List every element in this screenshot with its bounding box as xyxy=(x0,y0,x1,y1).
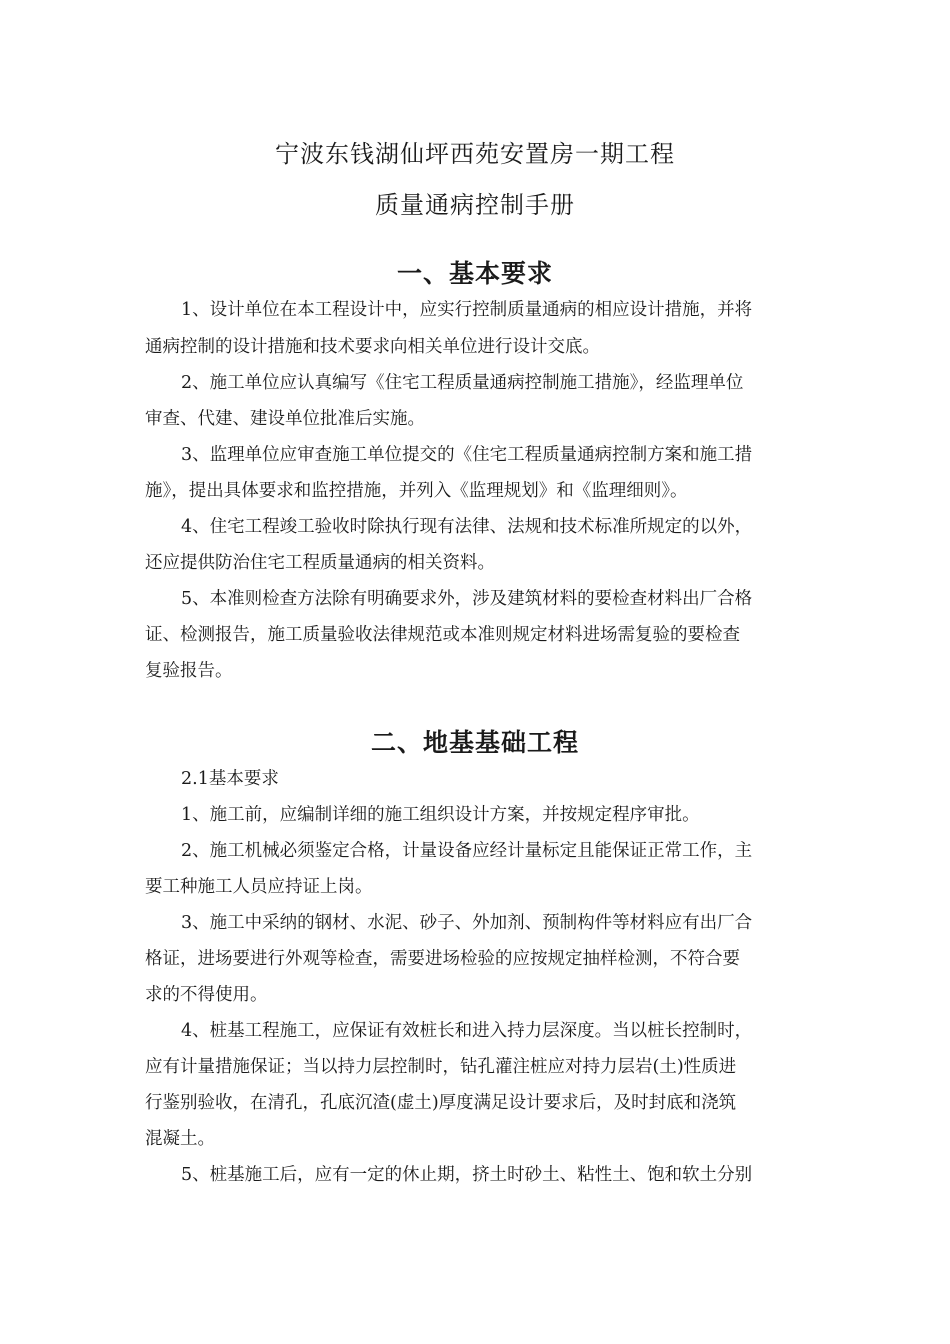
paragraph-line: 5、桩基施工后，应有一定的休止期，挤土时砂土、粘性土、饱和软土分别 xyxy=(181,1165,753,1185)
paragraph-line: 审查、代建、建设单位批准后实施。 xyxy=(145,409,425,429)
paragraph-line: 行鉴别验收，在清孔，孔底沉渣(虚土)厚度满足设计要求后，及时封底和浇筑 xyxy=(145,1093,737,1113)
paragraph-line: 4、桩基工程施工，应保证有效桩长和进入持力层深度。当以桩长控制时， xyxy=(181,1021,753,1041)
paragraph-line: 求的不得使用。 xyxy=(145,985,268,1005)
paragraph-line: 证、检测报告，施工质量验收法律规范或本准则规定材料进场需复验的要检查 xyxy=(145,625,740,645)
paragraph-line: 2.1基本要求 xyxy=(181,769,279,789)
paragraph-line: 4、住宅工程竣工验收时除执行现有法律、法规和技术标准所规定的以外， xyxy=(181,517,753,537)
paragraph-line: 通病控制的设计措施和技术要求向相关单位进行设计交底。 xyxy=(145,337,600,357)
document-subtitle: 质量通病控制手册 xyxy=(375,191,575,219)
paragraph-line: 复验报告。 xyxy=(145,661,233,681)
document-title: 宁波东钱湖仙坪西苑安置房一期工程 xyxy=(275,140,675,168)
paragraph-line: 施》，提出具体要求和监控措施，并列入《监理规划》和《监理细则》。 xyxy=(145,481,688,501)
section-heading: 二、地基基础工程 xyxy=(370,728,579,757)
paragraph-line: 3、施工中采纳的钢材、水泥、砂子、外加剂、预制构件等材料应有出厂合 xyxy=(181,913,753,933)
paragraph-line: 应有计量措施保证；当以持力层控制时，钻孔灌注桩应对持力层岩(土)性质进 xyxy=(145,1057,737,1077)
paragraph-line: 还应提供防治住宅工程质量通病的相关资料。 xyxy=(145,553,495,573)
paragraph-line: 3、监理单位应审查施工单位提交的《住宅工程质量通病控制方案和施工措 xyxy=(181,445,753,465)
paragraph-line: 混凝土。 xyxy=(145,1129,215,1149)
paragraph-line: 2、施工单位应认真编写《住宅工程质量通病控制施工措施》，经监理单位 xyxy=(181,373,744,393)
paragraph-line: 格证，进场要进行外观等检查，需要进场检验的应按规定抽样检测，不符合要 xyxy=(145,949,740,969)
paragraph-line: 2、施工机械必须鉴定合格，计量设备应经计量标定且能保证正常工作，主 xyxy=(181,841,753,861)
paragraph-line: 5、本准则检查方法除有明确要求外，涉及建筑材料的要检查材料出厂合格 xyxy=(181,589,753,609)
paragraph-line: 1、施工前，应编制详细的施工组织设计方案，并按规定程序审批。 xyxy=(181,805,700,825)
section-heading: 一、基本要求 xyxy=(396,259,553,288)
paragraph-line: 要工种施工人员应持证上岗。 xyxy=(145,877,373,897)
paragraph-line: 1、设计单位在本工程设计中，应实行控制质量通病的相应设计措施，并将 xyxy=(181,300,753,320)
